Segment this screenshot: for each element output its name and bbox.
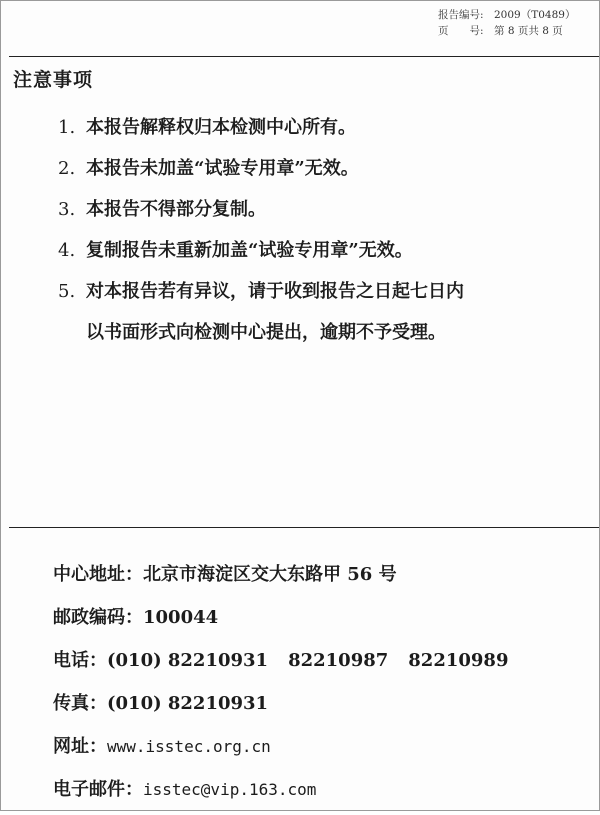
fax-label: 传真： xyxy=(53,693,107,714)
email-value: isstec@vip.163.com xyxy=(143,780,317,799)
phone-row xyxy=(53,643,508,686)
report-number-row xyxy=(438,7,575,23)
contact-info xyxy=(53,557,508,815)
page-number-row xyxy=(438,23,575,39)
notice-item xyxy=(58,107,464,148)
email-row xyxy=(53,772,508,815)
notice-item-text: 本报告解释权归本检测中心所有。 xyxy=(86,117,356,138)
header-divider xyxy=(9,56,599,57)
fax-row xyxy=(53,686,508,729)
notice-item-number: 1. xyxy=(58,117,76,138)
email-label: 电子邮件： xyxy=(53,779,143,800)
website-label: 网址： xyxy=(53,736,107,757)
notice-item xyxy=(58,189,464,230)
notice-item xyxy=(58,271,464,312)
phone-number: (010) 82210931 xyxy=(107,650,269,671)
section-divider xyxy=(9,527,599,528)
phone-number: 82210989 xyxy=(408,650,509,671)
website-row xyxy=(53,729,508,772)
notice-item-number: 5. xyxy=(58,281,76,302)
notice-item-number: 2. xyxy=(58,158,76,179)
notice-item xyxy=(58,148,464,189)
notice-item-continuation xyxy=(58,312,464,353)
address-row xyxy=(53,557,508,600)
notice-item-text: 本报告未加盖“试验专用章”无效。 xyxy=(86,158,359,179)
notice-item-text: 复制报告未重新加盖“试验专用章”无效。 xyxy=(86,240,413,261)
notice-item-text: 对本报告若有异议，请于收到报告之日起七日内 xyxy=(86,281,464,302)
postcode-value: 100044 xyxy=(143,607,219,628)
phone-label: 电话： xyxy=(53,650,107,671)
address-value: 北京市海淀区交大东路甲 56 号 xyxy=(143,564,397,585)
notice-item xyxy=(58,230,464,271)
website-value: www.isstec.org.cn xyxy=(107,737,271,756)
address-label: 中心地址： xyxy=(53,564,143,585)
notice-list xyxy=(58,107,464,353)
notice-item-number: 4. xyxy=(58,240,76,261)
page-number-value: 第 8 页共 8 页 xyxy=(494,25,563,37)
notice-item-text: 本报告不得部分复制。 xyxy=(86,199,266,220)
notice-item-continuation-text: 以书面形式向检测中心提出，逾期不予受理。 xyxy=(86,322,446,343)
page-number-label: 页 号: xyxy=(438,25,484,37)
notice-item-number: 3. xyxy=(58,199,76,220)
report-number-value: 2009（T0489） xyxy=(494,9,576,21)
notice-title: 注意事项 xyxy=(13,69,94,91)
postcode-label: 邮政编码： xyxy=(53,607,143,628)
page-header xyxy=(438,7,575,39)
fax-value: (010) 82210931 xyxy=(107,693,269,714)
phone-number: 82210987 xyxy=(288,650,389,671)
report-number-label: 报告编号: xyxy=(438,9,484,21)
postcode-row xyxy=(53,600,508,643)
